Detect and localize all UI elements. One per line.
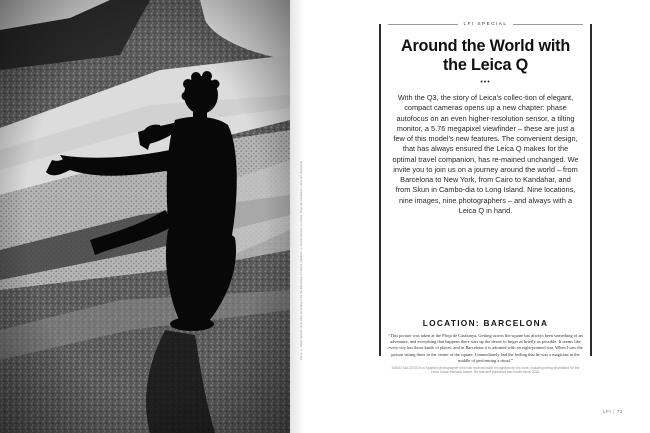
column-rule-left (379, 24, 381, 356)
street-photograph (0, 0, 290, 433)
location-heading: LOCATION: BARCELONA (422, 318, 549, 328)
page-folio (603, 410, 623, 415)
location-block (388, 318, 583, 375)
photo-credit: Photo: © David Salcedo, from what according to his the Barcelona, 1ª Edició | Website: © David Salcedo | Location: Plaça de Catalunya | Leica Q3, Barcelona (300, 160, 303, 360)
page-number: 71 (616, 410, 623, 415)
ornament-dots: ••• (480, 79, 491, 86)
photographer-bio: DAVID SALCEDO is a Spanish photographer who has received wide recognition for his work, including being shortlisted for the Leica Oskar Barnack Award. He has self-published two books since 2016. (391, 366, 580, 375)
kicker-row (388, 22, 583, 27)
article-column (388, 20, 583, 216)
intro-paragraph: With the Q3, the story of Leica's collec-tion of elegant, compact cameras opens up a new chapter: phase autofocus on an even higher-resolution sensor, a tilting monitor, a 5.76 megapixel viewfinder – these are just a few of this model's new features. The convenient design, that has always ensured the Leica Q makes for the optimal travel companion, has re-mained unchanged. We invite you to join us on a journey around the world – from Barcelona to New York, from Cairo to Kandahar, and from Skun in Cambo-dia to Long Island. Nine locations, nine images, nine photographers – and always with a Leica Q in hand. (392, 93, 579, 215)
kicker-divider-right (513, 24, 583, 25)
section-kicker: LFI SPECIAL (463, 22, 508, 27)
folio-label: LFI (603, 410, 612, 415)
kicker-divider-left (388, 24, 458, 25)
folio-separator: | (613, 410, 615, 415)
photographer-quote: “This picture was taken at the Plaça de Catalunya. Getting across the square has always been something of an adventure, and everything that happens there stirs up the desire to linger as briefly as possible. It seems like every city has those kinds of places, and in Barcelona it is adorned with an eight-pointed star. When I saw the person sitting there in the centre of the square, I immediately had the feeling that he was a magician in the middle of performing a ritual.” (388, 333, 583, 363)
article-headline: Around the World with the Leica Q (400, 37, 571, 74)
column-rule-right (590, 24, 592, 356)
